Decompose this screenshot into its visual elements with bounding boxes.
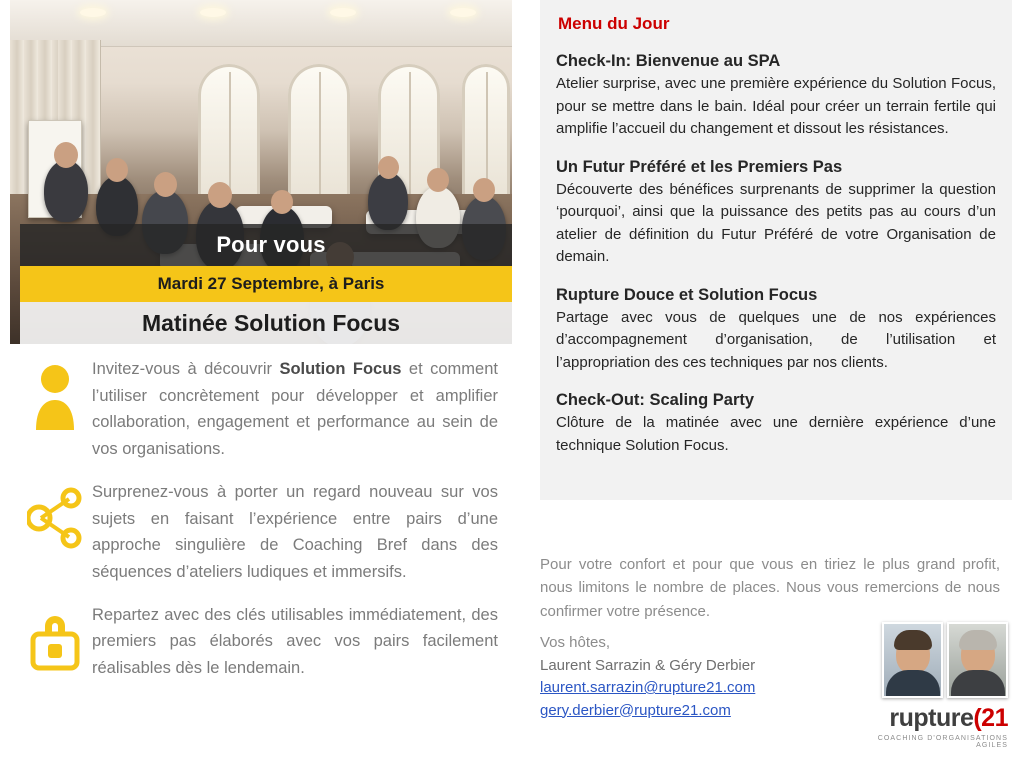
menu-item-title: Un Futur Préféré et les Premiers Pas bbox=[556, 157, 843, 176]
footer-note: Pour votre confort et pour que vous en tiriez le plus grand profit, nous limitons le nombre de places. Nous vous remercions de nous confirmer votre présence. bbox=[540, 556, 1000, 620]
benefit-text-bold: Solution Focus bbox=[279, 360, 402, 378]
logo-word-accent: (21 bbox=[973, 704, 1008, 732]
photo-ceiling-light bbox=[330, 8, 356, 17]
portrait-body bbox=[951, 670, 1005, 696]
banner-event-title bbox=[20, 302, 512, 344]
logo-word-main: rupture bbox=[889, 704, 974, 732]
benefit-text bbox=[92, 479, 512, 586]
photo-person bbox=[44, 160, 88, 222]
banner-date-text: Mardi 27 Septembre, à Paris bbox=[157, 274, 385, 293]
benefit-item bbox=[0, 602, 512, 682]
portrait-gery bbox=[947, 622, 1008, 698]
photo-person-head bbox=[106, 158, 128, 182]
menu-title: Menu du Jour bbox=[558, 14, 670, 33]
benefits-list bbox=[0, 356, 512, 698]
banner-pour-vous-text: Pour vous bbox=[216, 232, 326, 257]
menu-item-title: Check-Out: Scaling Party bbox=[556, 391, 755, 409]
benefit-text bbox=[92, 356, 512, 463]
logo-text bbox=[848, 704, 1008, 749]
portrait-hair bbox=[959, 630, 997, 650]
photo-person bbox=[368, 172, 408, 230]
photo-window bbox=[288, 64, 350, 214]
menu-item-body: Clôture de la matinée avec une dernière expérience d’une technique Solution Focus. bbox=[556, 414, 996, 454]
person-icon bbox=[18, 356, 92, 430]
benefit-text-before: Surprenez-vous à porter un regard nouveau sur vos sujets en faisant l’expérience entre pairs d’une approche singulière de Coaching Bref dans des séquences d’ateliers ludiques et immersifs. bbox=[92, 482, 498, 582]
menu-item-title: Check-In: Bienvenue au SPA bbox=[556, 52, 781, 70]
benefit-text bbox=[92, 602, 512, 682]
benefit-text-before: Repartez avec des clés utilisables immédiatement, des premiers pas élaborés avec vos pairs facilement réalisables dès le lendemain. bbox=[92, 605, 498, 678]
menu-item-body: Partage avec vous de quelques une de nos expériences d’accompagnement d’organisation, de l’utilisation et l’appropriation des ces techniques par nos clients. bbox=[556, 308, 996, 371]
menu-item bbox=[556, 52, 996, 141]
banner-pour-vous bbox=[20, 224, 512, 266]
host-portraits bbox=[848, 622, 1008, 698]
photo-ceiling-light bbox=[80, 8, 106, 17]
benefit-item bbox=[0, 479, 512, 586]
logo-block bbox=[848, 622, 1008, 749]
hosts-block bbox=[540, 632, 870, 722]
menu-item-title: Rupture Douce et Solution Focus bbox=[556, 285, 818, 304]
logo-tagline: COACHING D'ORGANISATIONS AGILES bbox=[877, 735, 1008, 749]
menu-item bbox=[556, 286, 996, 375]
photo-person-head bbox=[154, 172, 177, 197]
photo-person-head bbox=[473, 178, 495, 202]
banner-event-title-text: Matinée Solution Focus bbox=[141, 309, 401, 336]
portrait-body bbox=[886, 670, 940, 696]
benefit-text-after: et comment l’utiliser concrètement pour développer et amplifier collaboration, engagement et performance au sein de vos organisations. bbox=[92, 360, 498, 459]
banner-date bbox=[20, 266, 512, 302]
menu-item-body: Atelier surprise, avec une première expérience du Solution Focus, pour se mettre dans le bain. Idéal pour créer un terrain fertile qui amplifie l’accueil du changement et dissout les résistances. bbox=[556, 75, 996, 137]
email-link-gery[interactable]: gery.derbier@rupture21.com bbox=[540, 701, 731, 719]
photo-person-head bbox=[54, 142, 78, 168]
photo-person-head bbox=[271, 190, 293, 214]
logo-wordmark bbox=[848, 704, 1008, 733]
seminar-room-photo bbox=[10, 0, 512, 344]
portrait-hair bbox=[894, 630, 932, 650]
hosts-names: Laurent Sarrazin & Géry Derbier bbox=[540, 656, 756, 674]
hosts-label: Vos hôtes, bbox=[540, 634, 611, 651]
photo-ceiling-light bbox=[200, 8, 226, 17]
portrait-laurent bbox=[882, 622, 943, 698]
photo-person-head bbox=[427, 168, 449, 192]
menu-item bbox=[556, 391, 996, 457]
right-column bbox=[540, 0, 1024, 766]
menu-item-body: Découverte des bénéfices surprenants de supprimer la question ‘pourquoi’, ainsi que la puissance des petits pas au cours d’un atelier de définition du Futur Préféré de votre Organisation de demain. bbox=[556, 180, 996, 265]
menu-du-jour-panel bbox=[540, 0, 1012, 500]
photo-person-head bbox=[378, 156, 399, 179]
photo-ceiling-light bbox=[450, 8, 476, 17]
menu-item bbox=[556, 158, 996, 269]
email-link-laurent[interactable]: laurent.sarrazin@rupture21.com bbox=[540, 679, 756, 696]
share-network-icon bbox=[18, 479, 92, 549]
benefit-item bbox=[0, 356, 512, 463]
photo-person-head bbox=[208, 182, 232, 208]
briefcase-lock-icon bbox=[18, 602, 92, 674]
benefit-text-before: Invitez-vous à découvrir bbox=[92, 360, 280, 378]
